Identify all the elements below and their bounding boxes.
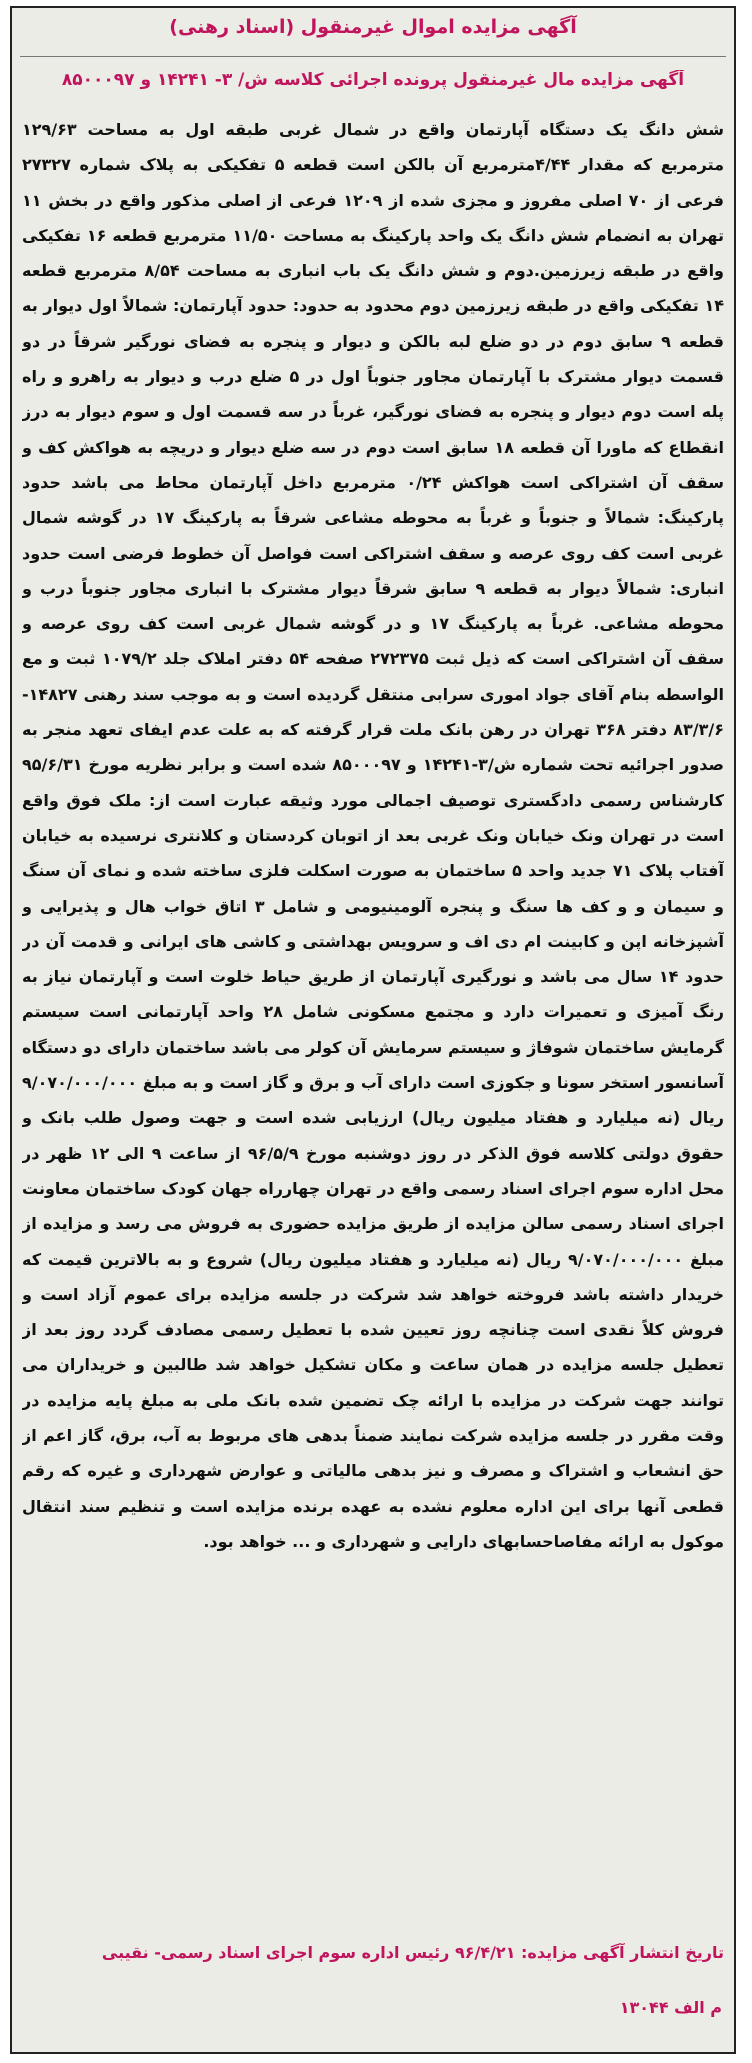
- notice-subheadline: آگهی مزایده مال غیرمنقول پرونده اجرائی کلاسه ش/ ۳- ۱۴۲۴۱ و ۸۵۰۰۰۹۷: [61, 70, 685, 90]
- notice-clipping: [10, 6, 736, 2054]
- notice-headline: آگهی مزایده اموال غیرمنقول (اسناد رهنی): [169, 16, 577, 38]
- notice-body: شش دانگ یک دستگاه آپارتمان واقع در شمال غربی طبقه اول به مساحت ۱۲۹/۶۳ مترمربع که مقدار ۴/۴۴مترمربع آن بالکن است قطعه ۵ تفکیکی به پلاک شماره ۲۷۳۲۷ فرعی از ۷۰ اصلی مفروز و مجزی شده از ۱۲۰۹ فرعی از اصلی مذکور واقع در بخش ۱۱ تهران به انضمام شش دانگ یک واحد پارکینگ به مساحت ۱۱/۵۰ مترمربع قطعه ۱۶ تفکیکی واقع در طبقه زیرزمین.دوم و شش دانگ یک باب انباری به مساحت ۸/۵۴ مترمربع قطعه ۱۴ تفکیکی واقع در طبقه زیرزمین دوم محدود به حدود: حدود آپارتمان: شمالاً اول دیوار به قطعه ۹ سابق دوم در دو ضلع لبه بالکن و دیوار و پنجره به فضای نورگیر شرقاً در دو قسمت دیوار مشترک با آپارتمان مجاور جنوباً اول در ۵ ضلع درب و دیوار به راهرو و راه پله است دوم دیوار و پنجره به فضای نورگیر، غرباً در سه قسمت اول و سوم دیوار به درز انقطاع که ماورا آن قطعه ۱۸ سابق است دوم در سه ضلع دیوار و دریچه به هواکش کف و سقف آن اشتراکی است هواکش ۰/۲۴ مترمربع داخل آپارتمان محاط می باشد حدود پارکینگ: شمالاً و جنوباً و غرباً به محوطه مشاعی شرقاً به پارکینگ ۱۷ در گوشه شمال غربی است کف روی عرصه و سقف اشتراکی است فواصل آن خطوط فرضی است حدود انباری: شمالاً دیوار به قطعه ۹ سابق شرقاً دیوار مشترک با انباری مجاور جنوباً درب و محوطه مشاعی. غرباً به پارکینگ ۱۷ و در گوشه شمال غربی است کف روی عرصه و سقف آن اشتراکی است که ذیل ثبت ۲۷۲۳۷۵ صفحه ۵۴ دفتر املاک جلد ۱۰۷۹/۲ ثبت و مع الواسطه بنام آقای جواد اموری سرابی منتقل گردیده است و به موجب سند رهنی ۱۴۸۲۷- ۸۳/۳/۶ دفتر ۳۶۸ تهران در رهن بانک ملت قرار گرفته که به علت عدم ایفای تعهد منجر به صدور اجرائیه تحت شماره ش/۳-۱۴۲۴۱ و ۸۵۰۰۰۹۷ شده است و برابر نظریه مورخ ۹۵/۶/۳۱ کارشناس رسمی دادگستری توصیف اجمالی مورد وثیقه عبارت است از: ملک فوق واقع است در تهران ونک خیابان ونک غربی بعد از اتوبان کردستان و کلانتری نرسیده به خیابان آفتاب پلاک ۷۱ جدید واحد ۵ ساختمان به صورت اسکلت فلزی ساخته شده و نمای آن سنگ و سیمان و و کف ها سنگ و پنجره آلومینیومی و شامل ۳ اتاق خواب هال و پذیرایی و آشپزخانه اپن و کابینت ام دی اف و سرویس بهداشتی و کاشی های ایرانی و قدمت آن در حدود ۱۴ سال می باشد و نورگیری آپارتمان از طریق حیاط خلوت است و آپارتمان نیاز به رنگ آمیزی و تعمیرات دارد و مجتمع مسکونی شامل ۲۸ واحد آپارتمانی است سیستم گرمایش ساختمان شوفاژ و سیستم سرمایش آن کولر می باشد ساختمان دارای دو دستگاه آسانسور استخر سونا و جکوزی است دارای آب و برق و گاز است و به مبلغ ۹/۰۷۰/۰۰۰/۰۰۰ ریال (نه میلیارد و هفتاد میلیون ریال) ارزیابی شده است و جهت وصول طلب بانک و حقوق دولتی کلاسه فوق الذکر در روز دوشنبه مورخ ۹۶/۵/۹ از ساعت ۹ الی ۱۲ ظهر در محل اداره سوم اجرای اسناد رسمی واقع در تهران چهارراه جهان کودک ساختمان معاونت اجرای اسناد رسمی سالن مزایده از طریق مزایده حضوری به فروش می رسد و مزایده از مبلغ ۹/۰۷۰/۰۰۰/۰۰۰ ریال (نه میلیارد و هفتاد میلیون ریال) شروع و به بالاترین قیمت که خریدار داشته باشد فروخته خواهد شد شرکت در جلسه مزایده برای عموم آزاد است و فروش کلاً نقدی است چنانچه روز تعیین شده با تعطیل رسمی مصادف گردد روز بعد از تعطیل جلسه مزایده در همان ساعت و مکان تشکیل خواهد شد طالبین و خریداران می توانند جهت شرکت در مزایده با ارائه چک تضمین شده بانک ملی به مبلغ پایه مزایده در وقت مقرر در جلسه مزایده شرکت نمایند ضمناً بدهی های مربوط به آب، برق، گاز اعم از حق انشعاب و اشتراک و مصرف و نیز بدهی مالیاتی و عوارض شهرداری و غیره که رقم قطعی آنها برای این اداره معلوم نشده به عهده برنده مزایده است و تنظیم سند انتقال موکول به ارائه مفاصاحسابهای دارایی و شهرداری و ... خواهد بود.: [22, 120, 724, 1551]
- headline-divider: [20, 56, 726, 57]
- notice-code: م الف ۱۳۰۴۴: [619, 1998, 722, 2017]
- publication-date-line: تاریخ انتشار آگهی مزایده: ۹۶/۴/۲۱ رئیس اداره سوم اجرای اسناد رسمی- نقیبی: [101, 1943, 724, 1962]
